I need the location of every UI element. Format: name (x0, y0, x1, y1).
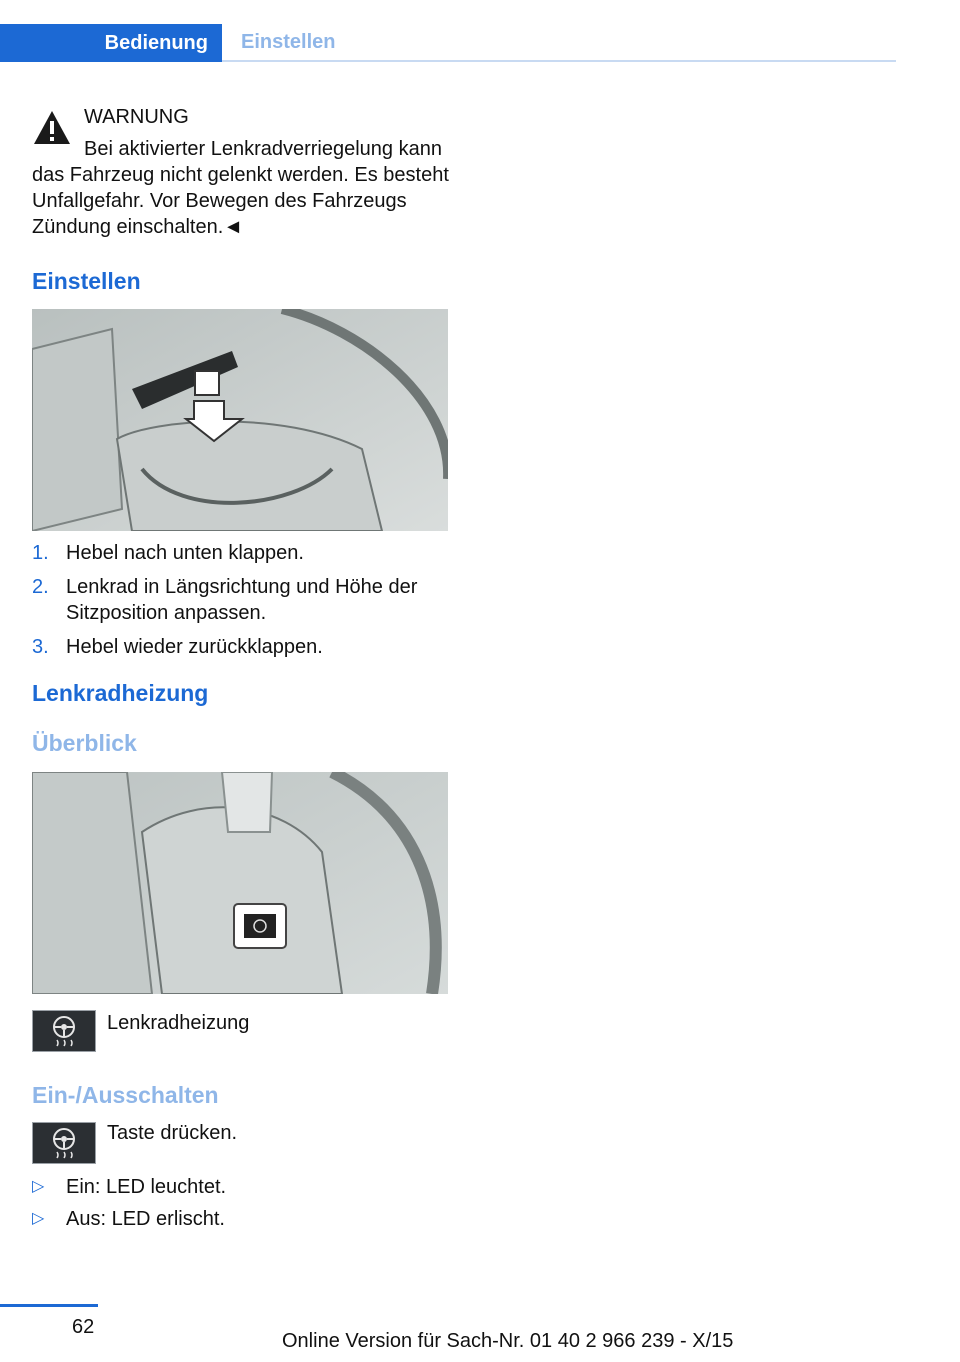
bullet-triangle-icon: ▷ (32, 1210, 45, 1227)
heading-ueberblick: Überblick (32, 730, 137, 756)
heading-ein-ausschalten: Ein-/Ausschalten (32, 1082, 219, 1108)
heading-lenkradheizung: Lenkradheizung (32, 680, 209, 706)
page-number: 62 (72, 1316, 95, 1338)
online-version-note: Online Version für Sach-Nr. 01 40 2 966 239 - X/15 (282, 1330, 734, 1352)
list-item (32, 634, 452, 660)
step-number: 1. (32, 542, 49, 564)
warning-body (32, 136, 452, 240)
list-item (32, 540, 452, 566)
bullet-text: Ein: LED leuchtet. (66, 1176, 227, 1198)
list-item (32, 574, 452, 626)
icon-caption: Lenkradheizung (107, 1012, 250, 1034)
list-item (32, 1174, 226, 1200)
footer-divider (0, 1304, 98, 1307)
figure-steering-lever (32, 309, 448, 531)
heading-einstellen: Einstellen (32, 268, 141, 294)
toggle-instruction: Taste drücken. (107, 1122, 238, 1144)
adjust-steps-list (32, 540, 452, 668)
tab-einstellen[interactable]: Einstellen (222, 24, 896, 62)
warning-line-rest: das Fahrzeug nicht gelenkt werden. Es besteht Unfallgefahr. Vor Bewegen des Fahrzeugs Zündung einschalten.◄ (32, 164, 449, 238)
heated-steering-wheel-button-icon (32, 1122, 96, 1164)
step-number: 3. (32, 636, 49, 658)
steering-column-illustration (32, 309, 448, 531)
step-text: Hebel wieder zurückklappen. (66, 636, 323, 658)
led-status-list (32, 1174, 226, 1238)
heated-steering-wheel-icon (32, 1010, 96, 1052)
list-item (32, 1206, 226, 1232)
bullet-triangle-icon: ▷ (32, 1178, 45, 1195)
heating-button-illustration (32, 772, 448, 994)
step-text: Hebel nach unten klappen. (66, 542, 304, 564)
tab-bedienung[interactable]: Bedienung (0, 24, 222, 62)
figure-heating-button (32, 772, 448, 994)
bullet-text: Aus: LED erlischt. (66, 1208, 225, 1230)
step-number: 2. (32, 576, 49, 598)
header-tabs (0, 24, 896, 62)
step-text: Lenkrad in Längsrichtung und Höhe der Sitzposition anpassen. (66, 576, 418, 624)
warning-title: WARNUNG (84, 106, 189, 128)
warning-line-1: Bei aktivierter Lenkradverriegelung kann (84, 138, 442, 160)
